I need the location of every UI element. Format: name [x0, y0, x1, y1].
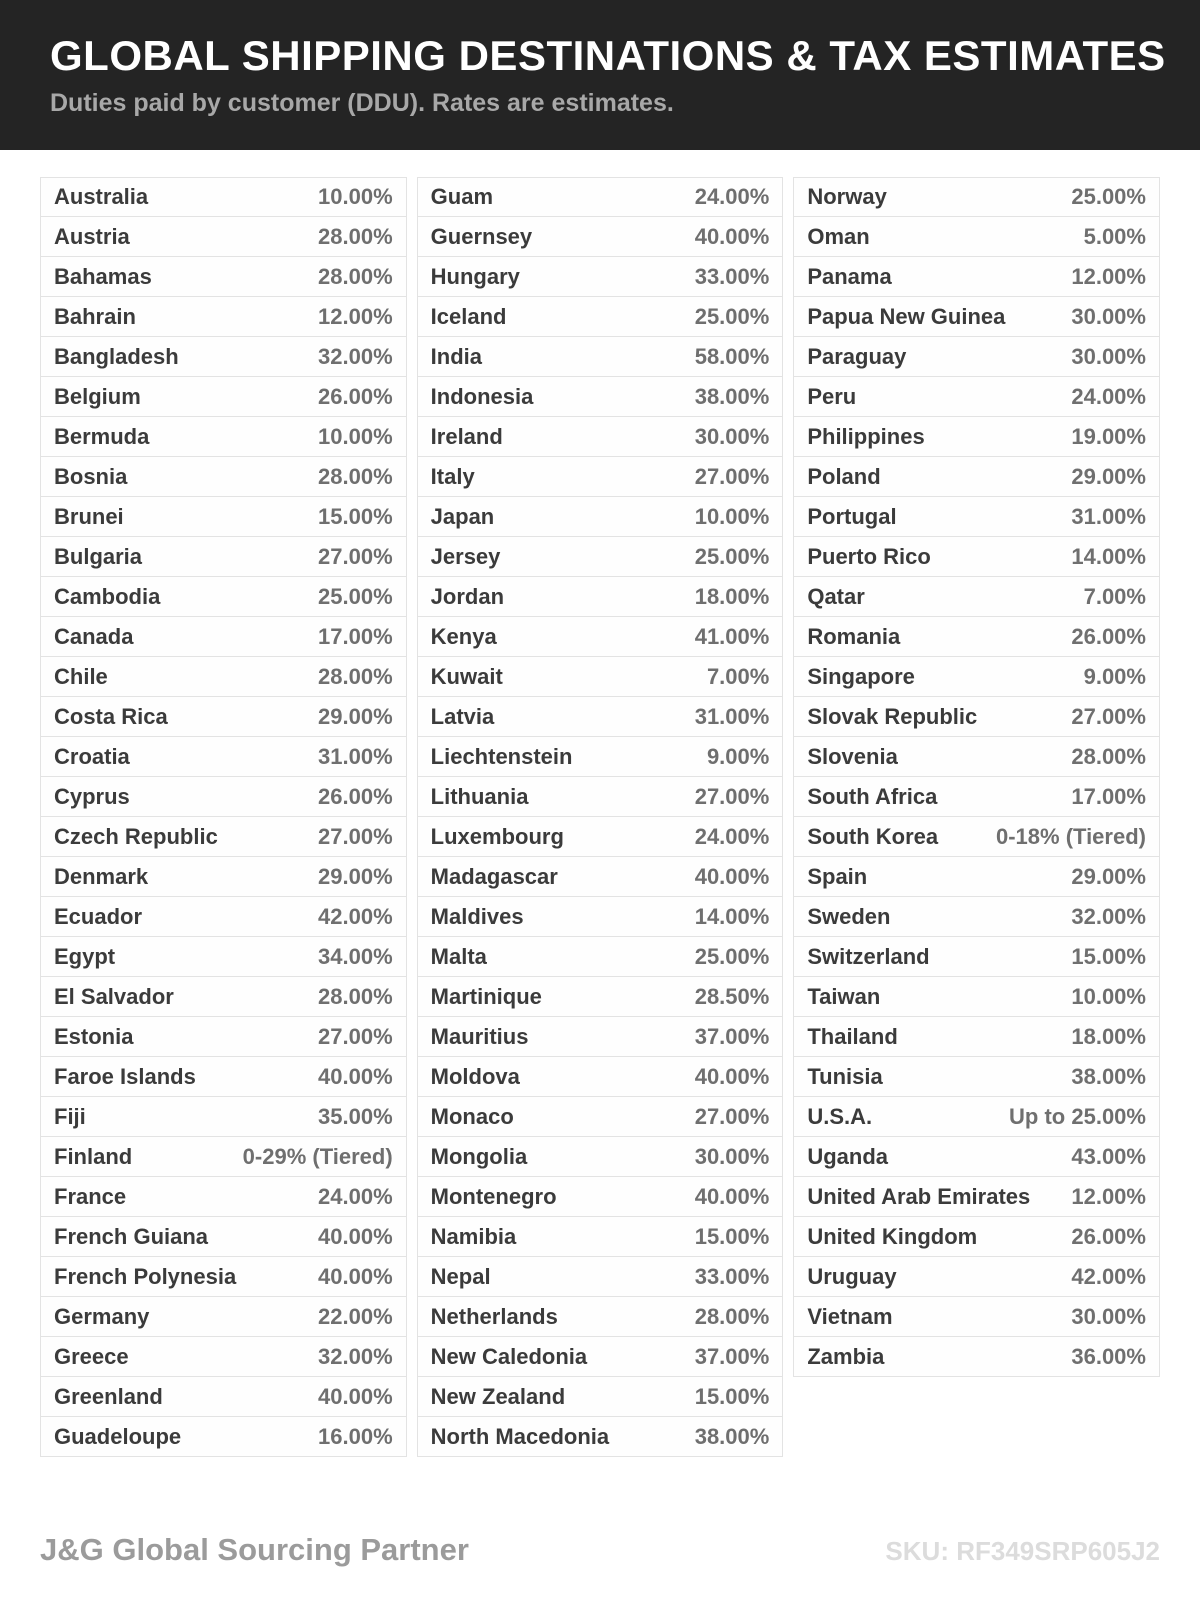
country-name: Cambodia [54, 583, 161, 609]
table-row [793, 457, 1160, 497]
country-name: Slovenia [807, 743, 898, 769]
country-name: U.S.A. [807, 1103, 873, 1129]
table-row [417, 177, 784, 217]
table-row [793, 657, 1160, 697]
table-row [417, 657, 784, 697]
table-row [793, 937, 1160, 977]
tax-rate: 9.00% [1083, 663, 1146, 689]
country-name: Nepal [430, 1263, 491, 1289]
tax-rate: 28.00% [318, 983, 393, 1009]
tax-rate: 27.00% [318, 543, 393, 569]
table-row [40, 1177, 407, 1217]
rates-table-column-3 [793, 177, 1160, 1377]
table-row [793, 1097, 1160, 1137]
tax-rate: 24.00% [694, 184, 770, 209]
table-row [40, 937, 407, 977]
table-row [417, 577, 784, 617]
country-name: Guernsey [430, 223, 533, 249]
tax-rate: 28.00% [318, 663, 393, 689]
table-row [793, 1017, 1160, 1057]
tax-rate: 40.00% [318, 1383, 393, 1409]
table-row [40, 657, 407, 697]
table-row [793, 1337, 1160, 1377]
country-name: Thailand [807, 1023, 898, 1049]
tax-rate: 14.00% [694, 903, 770, 929]
tax-rate: 32.00% [1071, 903, 1146, 929]
tax-rate: 28.00% [694, 1303, 770, 1329]
table-row [793, 817, 1160, 857]
tax-rate: 7.00% [706, 663, 770, 689]
table-row [417, 497, 784, 537]
country-name: Belgium [54, 383, 141, 409]
tax-rate: 25.00% [694, 303, 770, 329]
country-name: Namibia [430, 1223, 517, 1249]
table-row [40, 1057, 407, 1097]
country-name: Martinique [430, 983, 542, 1009]
tax-rate: 7.00% [1083, 583, 1146, 609]
tax-rate: 14.00% [1071, 543, 1146, 569]
tax-rate: 41.00% [694, 623, 770, 649]
table-row [793, 217, 1160, 257]
table-row [793, 737, 1160, 777]
tax-rate: 32.00% [318, 1343, 393, 1369]
tax-rate: 30.00% [1071, 343, 1146, 369]
table-row [417, 1177, 784, 1217]
country-name: Greece [54, 1343, 129, 1369]
page-footer [40, 1532, 1160, 1568]
country-name: France [54, 1183, 127, 1209]
country-name: Spain [807, 863, 868, 889]
country-name: Norway [807, 184, 887, 209]
tax-rate: 18.00% [694, 583, 770, 609]
table-row [793, 417, 1160, 457]
tax-rate: 10.00% [1071, 983, 1146, 1009]
country-name: Iceland [430, 303, 507, 329]
tax-rate: 15.00% [1071, 943, 1146, 969]
table-row [417, 977, 784, 1017]
tax-rate: 27.00% [694, 463, 770, 489]
tax-rate: 31.00% [1071, 503, 1146, 529]
tax-rate: 31.00% [694, 703, 770, 729]
table-row [793, 1217, 1160, 1257]
table-row [40, 297, 407, 337]
tax-rate: 27.00% [1071, 703, 1146, 729]
country-name: Slovak Republic [807, 703, 978, 729]
tax-rate: 38.00% [694, 1423, 770, 1449]
table-row [793, 1257, 1160, 1297]
tax-rate: 18.00% [1071, 1023, 1146, 1049]
country-name: Panama [807, 263, 892, 289]
tax-rate: 40.00% [318, 1063, 393, 1089]
tax-rate: 37.00% [694, 1343, 770, 1369]
tax-rate: 27.00% [318, 823, 393, 849]
country-name: Romania [807, 623, 901, 649]
country-name: Vietnam [807, 1303, 893, 1329]
country-name: Kenya [430, 623, 497, 649]
tax-rate: 30.00% [694, 423, 770, 449]
tax-rate: 10.00% [318, 423, 393, 449]
table-row [417, 1217, 784, 1257]
table-row [417, 1417, 784, 1457]
tax-rate: 5.00% [1083, 223, 1146, 249]
country-name: Australia [54, 184, 149, 209]
tax-rate: 15.00% [694, 1223, 770, 1249]
page-subtitle: Duties paid by customer (DDU). Rates are estimates. [50, 89, 674, 118]
tax-rate: 28.00% [318, 263, 393, 289]
tax-rate: 38.00% [694, 383, 770, 409]
country-name: Netherlands [430, 1303, 558, 1329]
tax-rate: 28.00% [1071, 743, 1146, 769]
table-row [793, 337, 1160, 377]
tax-rate: 27.00% [694, 1103, 770, 1129]
country-name: New Zealand [430, 1383, 566, 1409]
country-name: Guadeloupe [54, 1423, 182, 1449]
tax-rate: 15.00% [318, 503, 393, 529]
table-row [40, 257, 407, 297]
tax-rate: 29.00% [318, 863, 393, 889]
table-row [417, 1337, 784, 1377]
tax-rate: 10.00% [694, 503, 770, 529]
tax-rate: 0-29% (Tiered) [242, 1143, 393, 1169]
table-row [793, 537, 1160, 577]
tax-rate: 40.00% [694, 223, 770, 249]
country-name: Croatia [54, 743, 130, 769]
table-row [417, 537, 784, 577]
country-name: Bahrain [54, 303, 136, 329]
country-name: Finland [54, 1143, 133, 1169]
table-row [793, 897, 1160, 937]
country-name: French Polynesia [54, 1263, 237, 1289]
country-name: Portugal [807, 503, 897, 529]
country-name: Egypt [54, 943, 116, 969]
table-row [40, 1137, 407, 1177]
tax-rate: 15.00% [694, 1383, 770, 1409]
table-row [417, 337, 784, 377]
country-name: Brunei [54, 503, 124, 529]
tax-rate: 0-18% (Tiered) [996, 823, 1146, 849]
tax-rate: 24.00% [694, 823, 770, 849]
country-name: Bangladesh [54, 343, 179, 369]
country-name: Singapore [807, 663, 915, 689]
table-row [793, 497, 1160, 537]
tax-rate: 12.00% [1071, 263, 1146, 289]
table-row [40, 457, 407, 497]
country-name: Czech Republic [54, 823, 218, 849]
country-name: Taiwan [807, 983, 881, 1009]
country-name: Estonia [54, 1023, 134, 1049]
table-row [417, 697, 784, 737]
country-name: South Africa [807, 783, 938, 809]
table-row [793, 297, 1160, 337]
table-row [40, 1377, 407, 1417]
country-name: United Kingdom [807, 1223, 978, 1249]
country-name: Maldives [430, 903, 524, 929]
table-row [793, 1137, 1160, 1177]
table-row [40, 777, 407, 817]
tax-rate: 58.00% [694, 343, 770, 369]
table-row [40, 217, 407, 257]
country-name: North Macedonia [430, 1423, 610, 1449]
tax-rate: 40.00% [694, 1063, 770, 1089]
tax-rate: 42.00% [1071, 1263, 1146, 1289]
tax-rate: 40.00% [318, 1263, 393, 1289]
tax-rate: 31.00% [318, 743, 393, 769]
tax-rate: 19.00% [1071, 423, 1146, 449]
table-row [417, 377, 784, 417]
tax-rate: 24.00% [318, 1183, 393, 1209]
tax-rate: 17.00% [1071, 783, 1146, 809]
country-name: Chile [54, 663, 108, 689]
table-row [417, 1297, 784, 1337]
table-row [417, 1377, 784, 1417]
tax-rate: 24.00% [1071, 383, 1146, 409]
country-name: Uruguay [807, 1263, 897, 1289]
table-row [417, 1017, 784, 1057]
table-row [793, 257, 1160, 297]
tax-rate: 33.00% [694, 263, 770, 289]
country-name: Monaco [430, 1103, 514, 1129]
country-name: Fiji [54, 1103, 86, 1129]
tax-rate: 30.00% [1071, 1303, 1146, 1329]
country-name: Tunisia [807, 1063, 883, 1089]
tax-rate: 29.00% [1071, 863, 1146, 889]
country-name: Zambia [807, 1343, 885, 1369]
table-row [417, 897, 784, 937]
tax-rate: 28.00% [318, 223, 393, 249]
tax-rate: 29.00% [1071, 463, 1146, 489]
country-name: Malta [430, 943, 487, 969]
table-row [417, 777, 784, 817]
table-row [793, 177, 1160, 217]
tax-rate: 36.00% [1071, 1343, 1146, 1369]
tax-rate: 26.00% [1071, 623, 1146, 649]
tax-rate: 30.00% [694, 1143, 770, 1169]
country-name: Indonesia [430, 383, 534, 409]
table-row [40, 857, 407, 897]
country-name: Greenland [54, 1383, 163, 1409]
table-row [417, 1057, 784, 1097]
tax-rate: 22.00% [318, 1303, 393, 1329]
table-row [417, 937, 784, 977]
country-name: Costa Rica [54, 703, 168, 729]
country-name: Japan [430, 503, 495, 529]
page-title: GLOBAL SHIPPING DESTINATIONS & TAX ESTIMATES [50, 32, 1166, 79]
tax-rate: Up to 25.00% [1009, 1103, 1146, 1129]
table-row [417, 817, 784, 857]
country-name: Switzerland [807, 943, 930, 969]
table-row [793, 1297, 1160, 1337]
table-row [793, 977, 1160, 1017]
country-name: Mauritius [430, 1023, 529, 1049]
table-row [417, 257, 784, 297]
tax-rate: 40.00% [694, 863, 770, 889]
table-row [40, 337, 407, 377]
country-name: Hungary [430, 263, 520, 289]
table-row [417, 857, 784, 897]
country-name: Philippines [807, 423, 925, 449]
country-name: Canada [54, 623, 134, 649]
country-name: Kuwait [430, 663, 503, 689]
tax-rate: 35.00% [318, 1103, 393, 1129]
country-name: Liechtenstein [430, 743, 573, 769]
table-row [40, 177, 407, 217]
tax-rate: 26.00% [318, 383, 393, 409]
table-row [40, 817, 407, 857]
table-row [417, 457, 784, 497]
tax-rate: 10.00% [318, 184, 393, 209]
tax-rate: 12.00% [1071, 1183, 1146, 1209]
country-name: Uganda [807, 1143, 889, 1169]
tax-rate: 42.00% [318, 903, 393, 929]
country-name: Austria [54, 223, 130, 249]
country-name: Qatar [807, 583, 865, 609]
tax-rate: 27.00% [318, 1023, 393, 1049]
table-row [40, 617, 407, 657]
tax-rate: 26.00% [1071, 1223, 1146, 1249]
tax-rate: 43.00% [1071, 1143, 1146, 1169]
rates-table-column-1 [40, 177, 407, 1457]
country-name: Bahamas [54, 263, 152, 289]
table-row [40, 497, 407, 537]
country-name: Guam [430, 184, 494, 209]
table-row [793, 577, 1160, 617]
table-row [417, 217, 784, 257]
country-name: Ireland [430, 423, 503, 449]
country-name: Bulgaria [54, 543, 143, 569]
tax-rate: 25.00% [318, 583, 393, 609]
tax-rate: 25.00% [694, 943, 770, 969]
table-row [40, 697, 407, 737]
country-name: United Arab Emirates [807, 1183, 1031, 1209]
tax-rate: 26.00% [318, 783, 393, 809]
country-name: French Guiana [54, 1223, 209, 1249]
tax-rate: 9.00% [706, 743, 770, 769]
tax-rate: 12.00% [318, 303, 393, 329]
table-row [417, 737, 784, 777]
country-name: Sweden [807, 903, 891, 929]
table-row [40, 1297, 407, 1337]
table-row [40, 1257, 407, 1297]
country-name: Luxembourg [430, 823, 564, 849]
table-row [793, 617, 1160, 657]
rates-table-column-2 [417, 177, 784, 1457]
tax-rate: 37.00% [694, 1023, 770, 1049]
country-name: Lithuania [430, 783, 529, 809]
table-row [40, 1017, 407, 1057]
tax-rate: 33.00% [694, 1263, 770, 1289]
country-name: Moldova [430, 1063, 520, 1089]
country-name: Denmark [54, 863, 149, 889]
country-name: Jordan [430, 583, 505, 609]
table-row [40, 1337, 407, 1377]
country-name: Paraguay [807, 343, 907, 369]
country-name: Oman [807, 223, 870, 249]
country-name: Bermuda [54, 423, 150, 449]
country-name: Germany [54, 1303, 150, 1329]
country-name: New Caledonia [430, 1343, 588, 1369]
country-name: Faroe Islands [54, 1063, 196, 1089]
country-name: Poland [807, 463, 881, 489]
table-row [793, 1057, 1160, 1097]
country-name: Montenegro [430, 1183, 557, 1209]
country-name: Cyprus [54, 783, 130, 809]
table-row [417, 1137, 784, 1177]
country-name: India [430, 343, 482, 369]
country-name: Latvia [430, 703, 495, 729]
table-row [40, 417, 407, 457]
table-row [40, 737, 407, 777]
table-row [417, 297, 784, 337]
table-row [417, 417, 784, 457]
country-name: Italy [430, 463, 475, 489]
table-row [40, 577, 407, 617]
table-row [40, 1217, 407, 1257]
table-row [40, 537, 407, 577]
tax-rate: 27.00% [694, 783, 770, 809]
table-row [40, 897, 407, 937]
country-name: Jersey [430, 543, 501, 569]
tax-rate: 17.00% [318, 623, 393, 649]
country-name: Papua New Guinea [807, 303, 1006, 329]
country-name: El Salvador [54, 983, 174, 1009]
brand-name: J&G Global Sourcing Partner [40, 1532, 469, 1567]
country-name: Peru [807, 383, 857, 409]
table-row [40, 1097, 407, 1137]
table-row [793, 1177, 1160, 1217]
tax-rate: 28.50% [694, 983, 770, 1009]
table-row [417, 1097, 784, 1137]
table-row [40, 977, 407, 1017]
tax-rate: 29.00% [318, 703, 393, 729]
table-row [793, 857, 1160, 897]
table-row [417, 1257, 784, 1297]
country-name: Mongolia [430, 1143, 528, 1169]
table-row [793, 697, 1160, 737]
table-row [40, 1417, 407, 1457]
tax-rate: 28.00% [318, 463, 393, 489]
tax-rate: 30.00% [1071, 303, 1146, 329]
tax-rate: 16.00% [318, 1423, 393, 1449]
tax-rate: 34.00% [318, 943, 393, 969]
tax-rate: 40.00% [694, 1183, 770, 1209]
shipping-rates-tables [0, 150, 1200, 1457]
table-row [417, 617, 784, 657]
country-name: Bosnia [54, 463, 128, 489]
country-name: Madagascar [430, 863, 558, 889]
country-name: Puerto Rico [807, 543, 931, 569]
tax-rate: 32.00% [318, 343, 393, 369]
country-name: South Korea [807, 823, 939, 849]
country-name: Ecuador [54, 903, 143, 929]
table-row [793, 377, 1160, 417]
tax-rate: 40.00% [318, 1223, 393, 1249]
table-row [40, 377, 407, 417]
tax-rate: 38.00% [1071, 1063, 1146, 1089]
sku-label: SKU: RF349SRP605J2 [885, 1536, 1160, 1566]
tax-rate: 25.00% [694, 543, 770, 569]
table-row [793, 777, 1160, 817]
page-header [0, 0, 1200, 150]
tax-rate: 25.00% [1071, 184, 1146, 209]
